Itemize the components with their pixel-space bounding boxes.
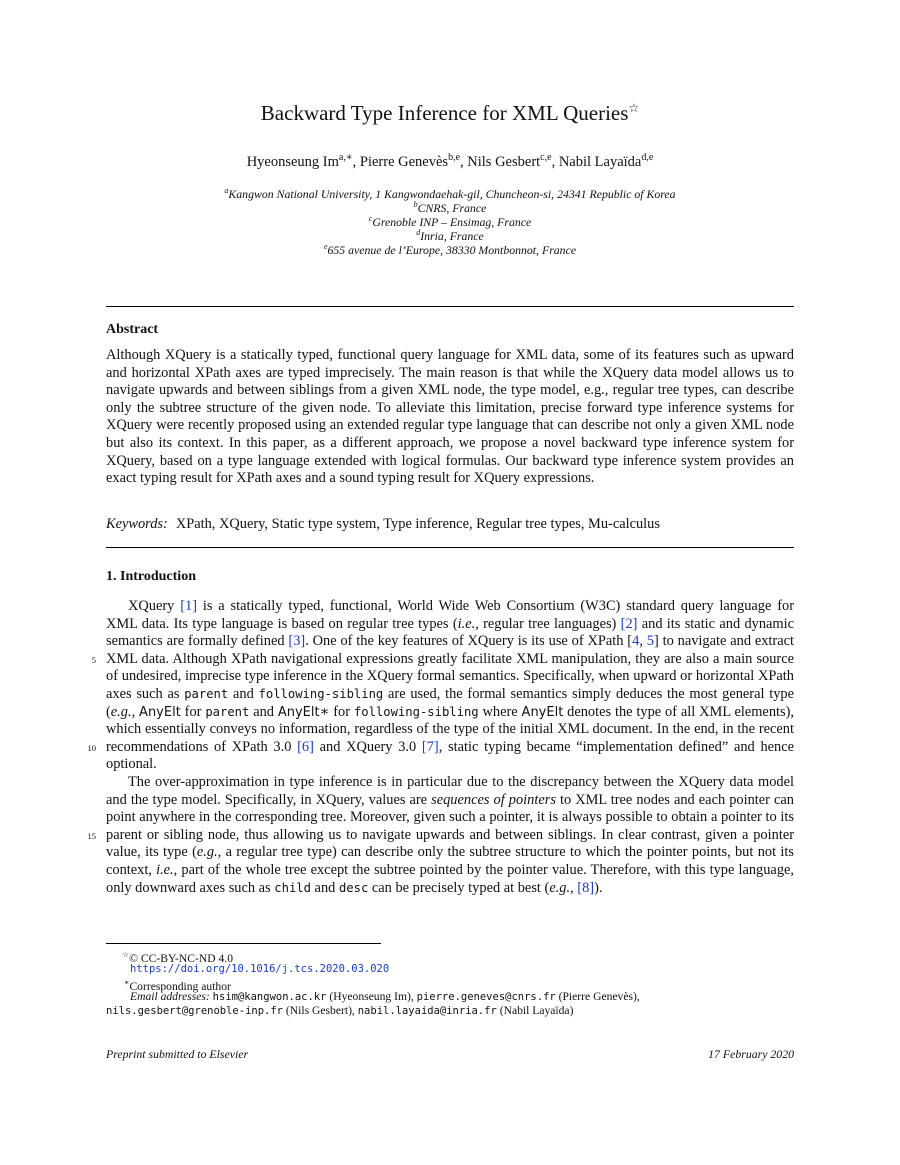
- footer-date: 17 February 2020: [708, 1047, 794, 1061]
- author: Nils Gesbert$^{c,e}$: [467, 152, 552, 170]
- title-text: Backward Type Inference for XML Queries: [260, 101, 629, 125]
- footnote-emails-cont: nils.gesbert@grenoble-inp.fr (Nils Gesbert), nabil.layaida@inria.fr (Nabil Layaïda): [106, 1004, 574, 1017]
- citation-link[interactable]: [6]: [297, 738, 314, 755]
- bottom-divider: [106, 547, 794, 548]
- citation-link[interactable]: 4: [632, 633, 640, 650]
- citation-link[interactable]: [1]: [180, 598, 197, 614]
- email-label: Email addresses:: [130, 990, 210, 1003]
- affiliation: $^d$Inria, France: [416, 228, 484, 243]
- citation-link[interactable]: [3]: [288, 633, 306, 650]
- paragraph: XQuery [1] is a statically typed, functional, World Wide Web Consortium (W3C) standard query language for XML data. Its type language is based on regular tree types (i.e., regular tree languages) [2] and its static and dynamic semantics are formally defined [3]. One of the key features of XQuery is its use of XPath [4, 5] to navigate and extract XML data. Although XPath navigational expressions greatly facilitate XML manipulation, they are also a main source of undesired, imprecise type inference in the XQuery formal semantics. Specifically, when upward or horizontal XPath axes such as parent and following-sibling are used, the formal semantics simply deduces the most general type (e.g., AnyElt for parent and AnyElt∗ for following-sibling where AnyElt denotes the type of all XML elements), which essentially conveys no information, regardless of the type of the initial XML document. In the end, in the recent recommendations of XPath 3.0 [6] and XQuery 3.0 [7], static typing became “implementation defined” and hence optional.: [106, 598, 795, 773]
- line-number: 15: [87, 831, 96, 841]
- citation-link[interactable]: 5: [646, 633, 654, 650]
- keywords-label: Keywords:: [106, 516, 168, 532]
- footnote-emails: Email addresses: hsim@kangwon.ac.kr (Hyeonseung Im), pierre.geneves@cnrs.fr (Pierre Genevès),: [130, 990, 640, 1003]
- section-heading: 1. Introduction: [106, 569, 196, 584]
- author: Pierre Genevès$^{b,e}$: [359, 152, 461, 170]
- affiliation: $^b$CNRS, France: [413, 200, 487, 215]
- footnote-divider: [106, 943, 381, 944]
- affiliation: $^a$Kangwon National University, 1 Kangwondaehak-gil, Chuncheon-si, 24341 Republic of Korea: [224, 186, 676, 201]
- author: Nabil Layaïda$^{d,e}$: [558, 152, 654, 170]
- email-address[interactable]: nils.gesbert@grenoble-inp.fr: [106, 1005, 284, 1017]
- footnote-corresponding: ∗Corresponding author: [124, 978, 231, 993]
- keywords: [106, 516, 660, 533]
- abstract-text: Although XQuery is a statically typed, functional query language for XML data, some of its features such as upward and horizontal XPath axes are typed imprecisely. The main reason is that while the XQuery data model allows us to navigate upwards and between siblings from a given XML node, the type model, e.g., regular tree types, can describe only the subtree structure of the given node. To alleviate this limitation, precise forward type inference systems for XQuery were recently proposed using an extended regular type language that can describe not only a given XML node but also its context. In this paper, as a different approach, we propose a novel backward type inference system for XQuery, based on a type language extended with logical formulas. Our backward type inference system provides an exact typing result for XPath axes and a sound typing result for XQuery expressions.: [106, 347, 794, 487]
- keywords-text: XPath, XQuery, Static type system, Type inference, Regular tree types, Mu-calculus: [175, 516, 660, 532]
- email-address[interactable]: pierre.geneves@cnrs.fr: [416, 991, 556, 1003]
- citation-link[interactable]: [2]: [620, 615, 638, 632]
- email-address[interactable]: nabil.layaida@inria.fr: [357, 1005, 497, 1017]
- abstract-heading: Abstract: [106, 322, 159, 337]
- citation-link[interactable]: [8]: [577, 879, 595, 896]
- top-divider: [106, 306, 794, 307]
- affiliation: $^c$Grenoble INP – Ensimag, France: [368, 214, 532, 229]
- citation-link[interactable]: [7]: [421, 738, 439, 755]
- line-number: 10: [87, 743, 96, 753]
- footnote-doi: [106, 962, 794, 976]
- email-address[interactable]: hsim@kangwon.ac.kr: [212, 991, 327, 1003]
- footnote-license: ☆© CC-BY-NC-ND 4.0: [122, 950, 233, 965]
- paragraph: The over-approximation in type inference is in particular due to the discrepancy between the XQuery data model and the type model. Specifically, in XQuery, values are sequences of pointers to XML tree nodes and each pointer can point anywhere in the corresponding tree. Moreover, given such a pointer, it is always possible to obtain a pointer to its parent or sibling node, thus allowing us to navigate upwards and between siblings. In clear contrast, given a pointer value, its type (e.g., a regular tree type) can describe only the subtree structure to which the pointer points, but not its context, i.e., part of the whole tree except the subtree pointed by the pointer value. Therefore, with this type language, only downward axes such as child and desc can be precisely typed at best (e.g., [8]).: [106, 773, 795, 896]
- line-number: 5: [91, 655, 96, 665]
- paper-title: [0, 101, 900, 126]
- author-list: Hyeonseung $Im^{a,∗}$, Pierre Genevès$^{b,e}$, Nils Gesbert$^{c,e}$, Nabil Layaïda$^{d,e}$: [246, 152, 654, 170]
- introduction-body: [106, 598, 794, 897]
- title-footnote-mark: ☆: [628, 101, 640, 115]
- author: Hyeonseung $Im^{a,∗}$: [246, 152, 353, 170]
- affiliation: $^e$655 avenue de l’Europe, 38330 Montbonnot, France: [323, 242, 577, 257]
- doi-link[interactable]: https://doi.org/10.1016/j.tcs.2020.03.020: [130, 963, 390, 975]
- footer-venue: Preprint submitted to Elsevier: [106, 1047, 249, 1061]
